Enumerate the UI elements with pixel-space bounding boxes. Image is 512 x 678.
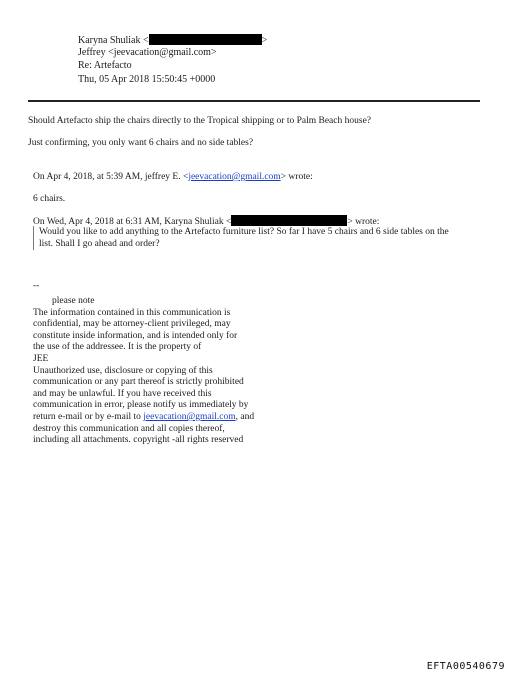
quote2-attribution-suffix: > wrote:	[347, 217, 380, 227]
quote2-text-line-1: Would you like to add anything to the Artefacto furniture list? So far I have 5 chairs and 6 side tables on the	[39, 227, 449, 237]
signature-line: Unauthorized use, disclosure or copying of this	[33, 365, 213, 376]
redaction-box	[149, 34, 262, 45]
to-value: Jeffrey <jeevacation@gmail.com>	[78, 47, 217, 58]
quote2-text-line-2: list. Shall I go ahead and order?	[39, 239, 160, 249]
notify-prefix: return e-mail or by e-mail to	[33, 412, 144, 422]
signature-line: please note	[52, 296, 95, 306]
quote1-attribution-prefix: On Apr 4, 2018, at 5:39 AM, jeffrey E. <	[33, 172, 189, 182]
notify-suffix: , and	[235, 412, 255, 422]
signature-line: communication or any part thereof is strictly prohibited	[33, 377, 244, 388]
signature-line: including all attachments. copyright -all rights reserved	[33, 435, 244, 446]
signature-line: constitute inside information, and is intended only for	[33, 330, 238, 341]
notify-email-link[interactable]: jeevacation@gmail.com	[143, 412, 236, 422]
header-divider	[28, 100, 480, 102]
signature-line: the use of the addressee. It is the property of	[33, 342, 202, 353]
signature-line: destroy this communication and all copies thereof,	[33, 423, 225, 434]
quote1-attribution-suffix: > wrote:	[280, 172, 313, 182]
quote1-text: 6 chairs.	[33, 194, 66, 204]
signature-notify-line	[33, 412, 254, 424]
from-value	[78, 34, 267, 47]
signature-line: JEE	[33, 354, 49, 364]
redaction-box	[231, 215, 347, 226]
body-line-2: Just confirming, you only want 6 chairs and no side tables?	[28, 138, 254, 148]
signature-line: confidential, may be attorney-client privileged, may	[33, 319, 231, 330]
signature-line: communication in error, please notify us immediately by	[33, 400, 249, 411]
from-name: Karyna Shuliak <	[78, 35, 149, 46]
from-close: >	[261, 35, 268, 46]
date-value: Thu, 05 Apr 2018 15:50:45 +0000	[78, 74, 216, 85]
signature-line: The information contained in this communication is	[33, 307, 231, 318]
body-line-1: Should Artefacto ship the chairs directly to the Tropical shipping or to Palm Beach house?	[28, 116, 371, 126]
quote1-email-link[interactable]: jeevacation@gmail.com	[188, 172, 281, 182]
subject-value: Re: Artefacto	[78, 60, 132, 71]
bates-number: EFTA00540679	[426, 661, 505, 672]
quote2-block	[33, 226, 484, 250]
quote1-attribution	[33, 171, 313, 183]
signature-separator: --	[33, 281, 40, 291]
signature-line: and may be unlawful. If you have received this	[33, 388, 212, 399]
quote2-attribution-prefix: On Wed, Apr 4, 2018 at 6:31 AM, Karyna Shuliak <	[33, 217, 232, 227]
